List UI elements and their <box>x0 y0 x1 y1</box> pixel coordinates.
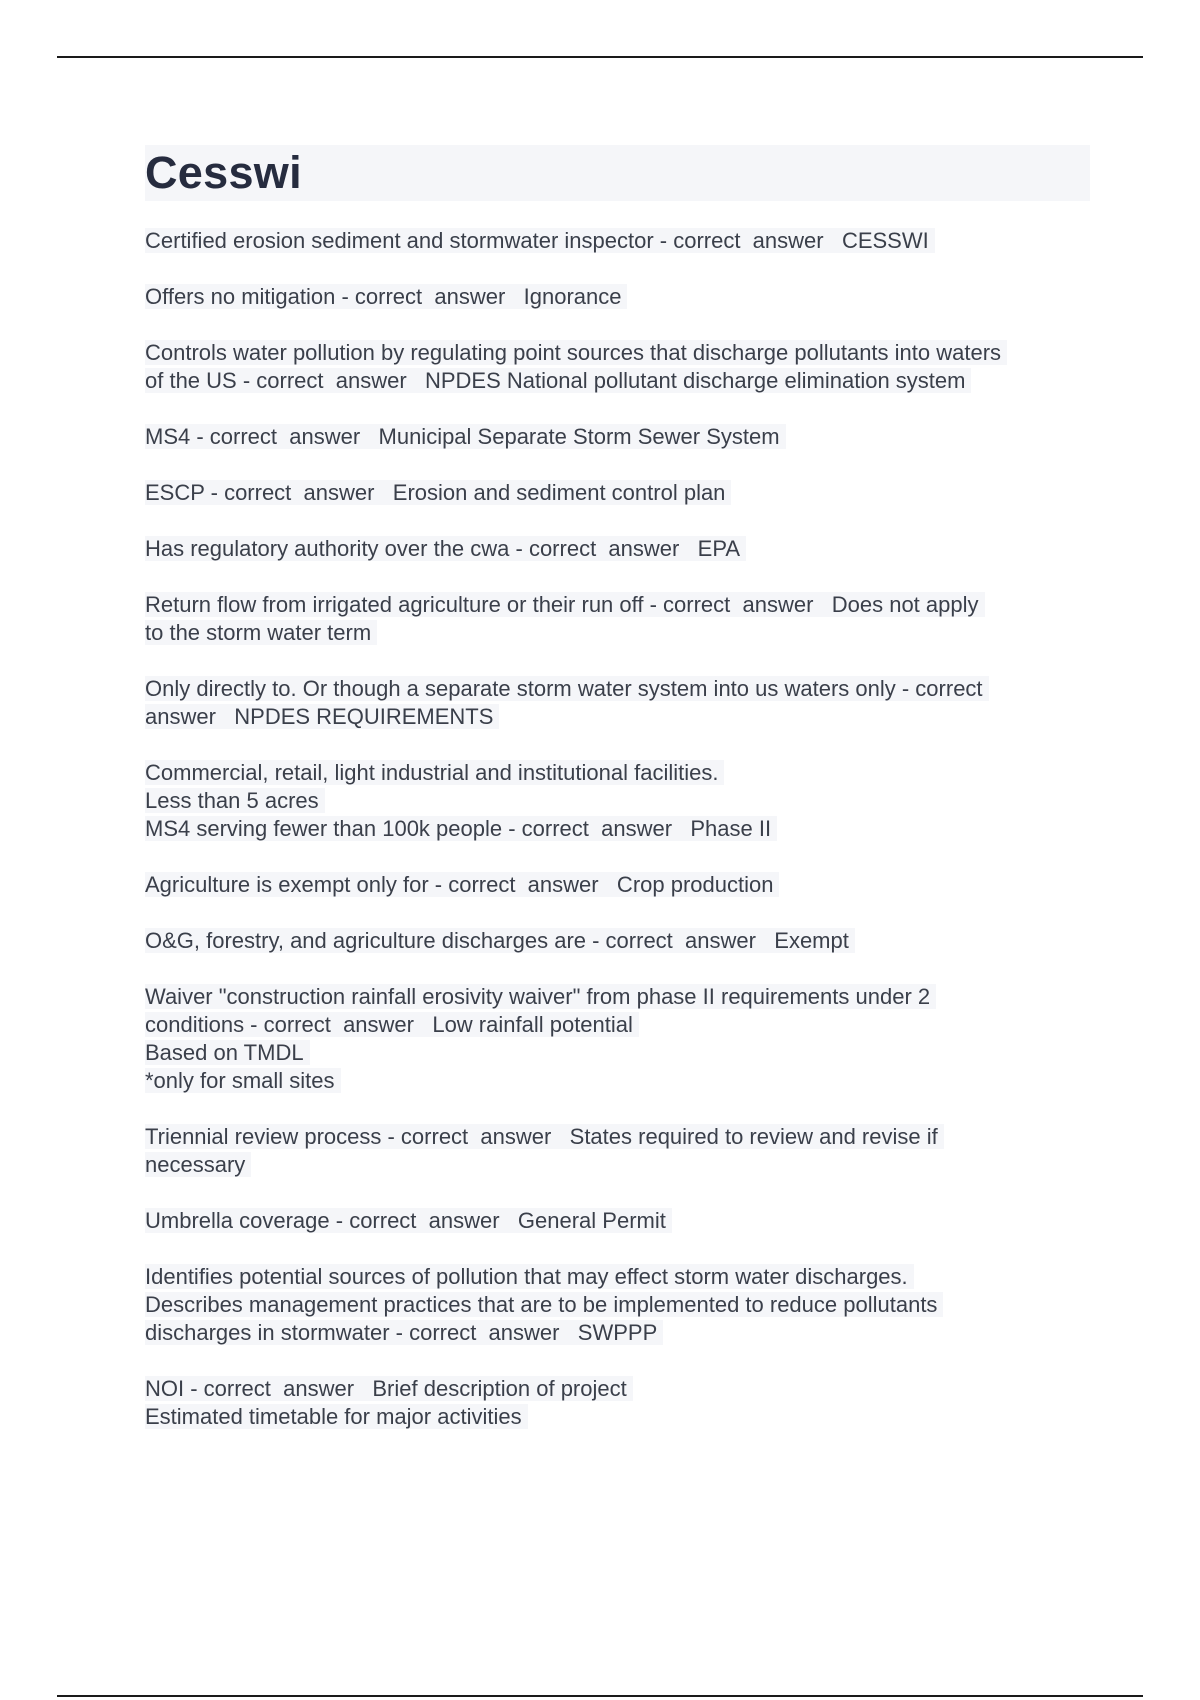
qa-line-text: Less than 5 acres <box>145 788 325 813</box>
qa-line <box>145 815 1090 843</box>
qa-line-text: necessary <box>145 1152 251 1177</box>
qa-line-text: Controls water pollution by regulating point sources that discharge pollutants into waters <box>145 340 1007 365</box>
qa-line <box>145 339 1090 367</box>
qa-line <box>145 423 1090 451</box>
qa-list <box>145 227 1090 1431</box>
qa-line-text: MS4 - correct answer Municipal Separate Storm Sewer System <box>145 424 786 449</box>
qa-item <box>145 1123 1090 1179</box>
qa-item <box>145 1263 1090 1347</box>
qa-line-text: conditions - correct answer Low rainfall potential <box>145 1012 639 1037</box>
qa-line <box>145 1151 1090 1179</box>
qa-line-text: MS4 serving fewer than 100k people - correct answer Phase II <box>145 816 777 841</box>
qa-line-text: Has regulatory authority over the cwa - correct answer EPA <box>145 536 746 561</box>
qa-line-text: *only for small sites <box>145 1068 341 1093</box>
qa-line <box>145 675 1090 703</box>
qa-line <box>145 1291 1090 1319</box>
qa-item <box>145 227 1090 255</box>
qa-line <box>145 983 1090 1011</box>
qa-line <box>145 1319 1090 1347</box>
qa-item <box>145 871 1090 899</box>
qa-item <box>145 423 1090 451</box>
qa-line-text: Agriculture is exempt only for - correct answer Crop production <box>145 872 779 897</box>
qa-line <box>145 703 1090 731</box>
qa-line <box>145 1375 1090 1403</box>
qa-item <box>145 759 1090 843</box>
qa-line-text: Return flow from irrigated agriculture or their run off - correct answer Does not apply <box>145 592 985 617</box>
qa-line-text: O&G, forestry, and agriculture discharges are - correct answer Exempt <box>145 928 855 953</box>
qa-line <box>145 479 1090 507</box>
qa-line <box>145 1403 1090 1431</box>
top-rule <box>57 56 1143 58</box>
qa-line-text: of the US - correct answer NPDES National pollutant discharge elimination system <box>145 368 971 393</box>
qa-line <box>145 1207 1090 1235</box>
qa-line <box>145 1011 1090 1039</box>
qa-line-text: Umbrella coverage - correct answer General Permit <box>145 1208 672 1233</box>
qa-line <box>145 591 1090 619</box>
qa-line <box>145 787 1090 815</box>
qa-item <box>145 927 1090 955</box>
qa-line-text: Based on TMDL <box>145 1040 310 1065</box>
page-title: Cesswi <box>145 147 302 198</box>
qa-line-text: Waiver "construction rainfall erosivity waiver" from phase II requirements under 2 <box>145 984 936 1009</box>
qa-line-text: Estimated timetable for major activities <box>145 1404 528 1429</box>
qa-line-text: Offers no mitigation - correct answer Ignorance <box>145 284 627 309</box>
bottom-rule <box>57 1695 1143 1697</box>
qa-item <box>145 983 1090 1095</box>
qa-line <box>145 871 1090 899</box>
qa-line-text: Certified erosion sediment and stormwater inspector - correct answer CESSWI <box>145 228 935 253</box>
qa-item <box>145 339 1090 395</box>
qa-item <box>145 479 1090 507</box>
qa-item <box>145 675 1090 731</box>
qa-line-text: Identifies potential sources of pollution that may effect storm water discharges. <box>145 1264 914 1289</box>
qa-line <box>145 283 1090 311</box>
qa-line <box>145 1039 1090 1067</box>
qa-line <box>145 759 1090 787</box>
qa-line <box>145 1263 1090 1291</box>
qa-line-text: answer NPDES REQUIREMENTS <box>145 704 499 729</box>
qa-line-text: NOI - correct answer Brief description of project <box>145 1376 633 1401</box>
qa-line-text: Describes management practices that are to be implemented to reduce pollutants <box>145 1292 943 1317</box>
qa-line <box>145 927 1090 955</box>
qa-line-text: to the storm water term <box>145 620 377 645</box>
qa-line <box>145 1067 1090 1095</box>
qa-line-text: Triennial review process - correct answer States required to review and revise if <box>145 1124 944 1149</box>
title-band <box>145 145 1090 201</box>
qa-item <box>145 283 1090 311</box>
qa-line <box>145 367 1090 395</box>
qa-line <box>145 227 1090 255</box>
qa-line <box>145 619 1090 647</box>
qa-item <box>145 535 1090 563</box>
qa-line-text: ESCP - correct answer Erosion and sediment control plan <box>145 480 731 505</box>
qa-line <box>145 1123 1090 1151</box>
qa-item <box>145 1207 1090 1235</box>
qa-line-text: Commercial, retail, light industrial and institutional facilities. <box>145 760 724 785</box>
qa-item <box>145 1375 1090 1431</box>
qa-item <box>145 591 1090 647</box>
qa-line-text: discharges in stormwater - correct answer SWPPP <box>145 1320 663 1345</box>
document-body <box>145 145 1090 1459</box>
qa-line-text: Only directly to. Or though a separate storm water system into us waters only - correct <box>145 676 989 701</box>
qa-line <box>145 535 1090 563</box>
